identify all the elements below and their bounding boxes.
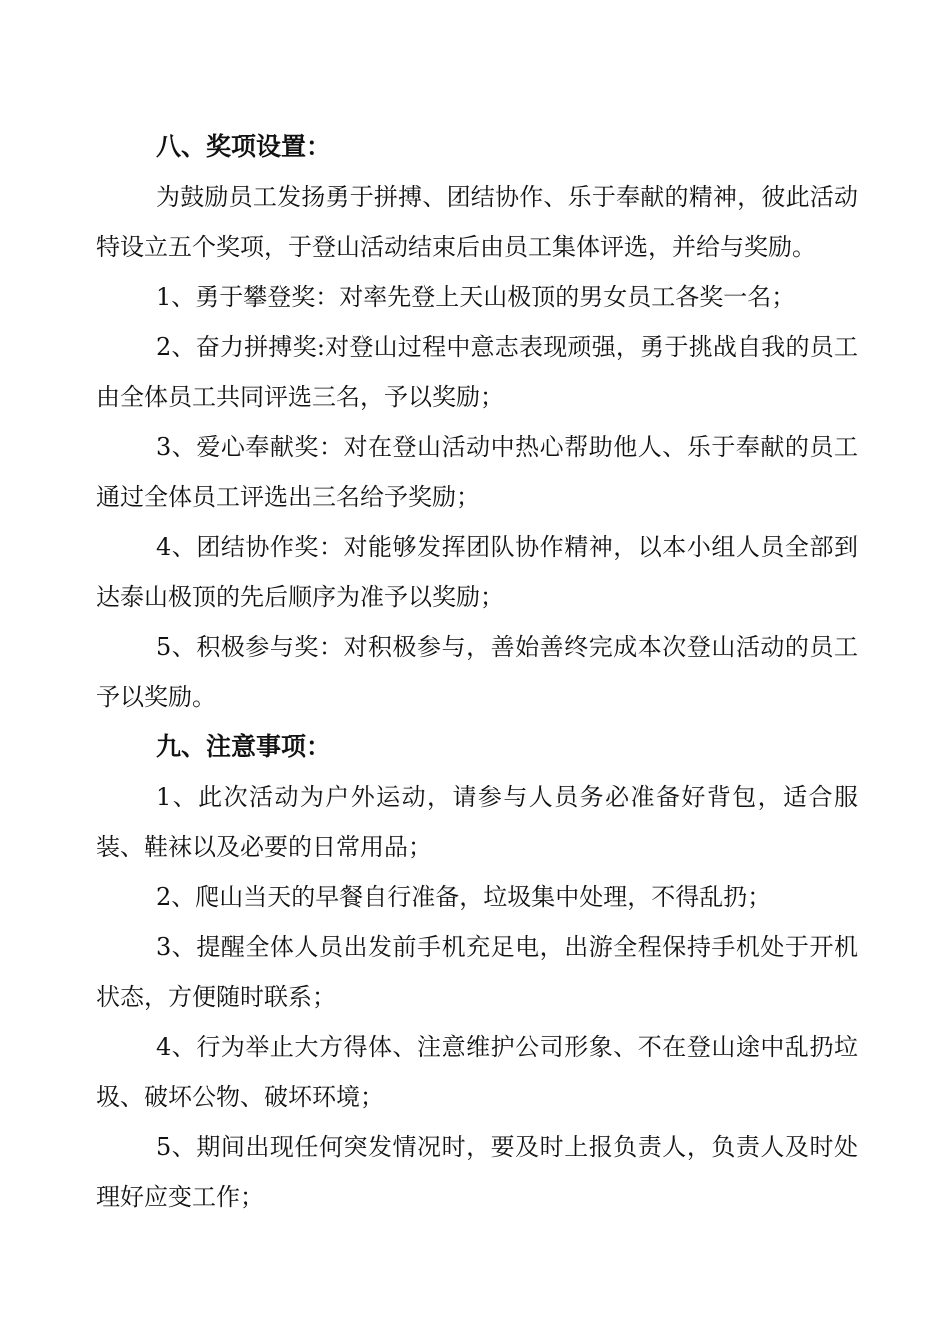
award-item-2: 2、奋力拼搏奖:对登山过程中意志表现顽强，勇于挑战自我的员工由全体员工共同评选三名，予以奖励； [96,333,858,411]
note-item-5: 5、期间出现任何突发情况时，要及时上报负责人，负责人及时处理好应变工作； [96,1133,858,1211]
section-heading-notes: 九、注意事项： [156,732,332,761]
document-body [96,122,858,1222]
award-item-3: 3、爱心奉献奖：对在登山活动中热心帮助他人、乐于奉献的员工通过全体员工评选出三名给予奖励； [96,433,858,511]
award-item-5: 5、积极参与奖：对积极参与，善始善终完成本次登山活动的员工予以奖励。 [96,633,858,711]
note-item-1: 1、此次活动为户外运动，请参与人员务必准备好背包，适合服装、鞋袜以及必要的日常用品； [96,783,858,861]
note-item-3: 3、提醒全体人员出发前手机充足电，出游全程保持手机处于开机状态，方便随时联系； [96,933,858,1011]
award-item-1: 1、勇于攀登奖：对率先登上天山极顶的男女员工各奖一名； [156,283,796,311]
award-item-4: 4、团结协作奖：对能够发挥团队协作精神，以本小组人员全部到达泰山极顶的先后顺序为准予以奖励； [96,533,858,611]
section-heading-awards: 八、奖项设置： [156,132,332,161]
note-item-2: 2、爬山当天的早餐自行准备，垃圾集中处理，不得乱扔； [156,883,772,911]
note-item-4: 4、行为举止大方得体、注意维护公司形象、不在登山途中乱扔垃圾、破坏公物、破坏环境； [96,1033,858,1111]
awards-intro-paragraph: 为鼓励员工发扬勇于拼搏、团结协作、乐于奉献的精神，彼此活动特设立五个奖项，于登山活动结束后由员工集体评选，并给与奖励。 [96,183,858,261]
